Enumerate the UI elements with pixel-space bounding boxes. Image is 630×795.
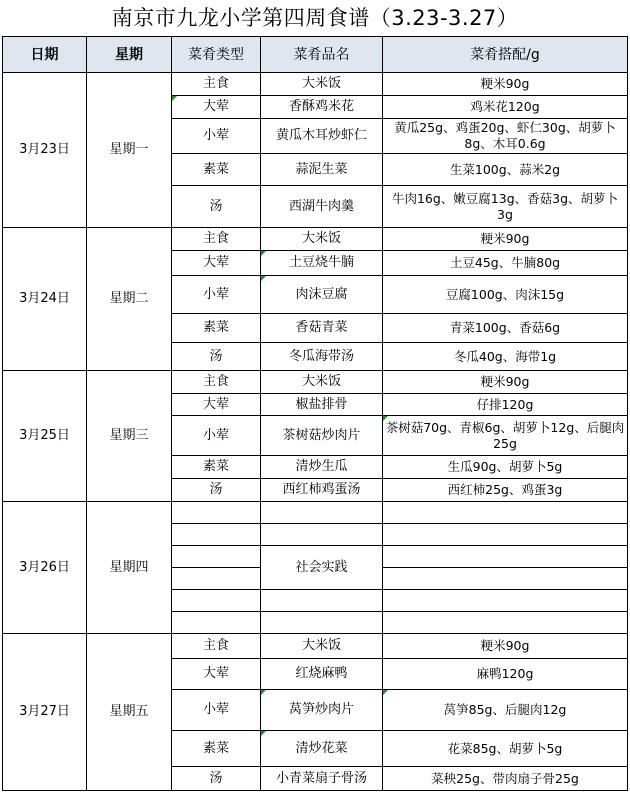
header-type: 菜肴类型 (172, 37, 261, 73)
empty-cell (172, 524, 261, 546)
empty-cell (172, 502, 261, 524)
dish-combo: 青菜100g、香菇6g (383, 314, 628, 343)
dish-combo: 粳米90g (383, 73, 628, 96)
dish-name: 土豆烧牛腩 (261, 251, 383, 276)
dish-combo: 菜秧25g、带肉扇子骨25g (383, 767, 628, 791)
activity-cell: 社会实践 (261, 546, 383, 590)
dish-name: 清炒生瓜 (261, 456, 383, 479)
dish-type: 汤 (172, 343, 261, 371)
dish-name: 大米饭 (261, 228, 383, 251)
dish-combo: 粳米90g (383, 634, 628, 659)
dish-name: 黄瓜木耳炒虾仁 (261, 119, 383, 154)
dish-type: 大荤 (172, 659, 261, 690)
dish-type: 大荤 (172, 394, 261, 416)
dish-name: 大米饭 (261, 634, 383, 659)
dish-combo: 粳米90g (383, 228, 628, 251)
dish-type: 素菜 (172, 154, 261, 186)
dish-type: 小荤 (172, 690, 261, 731)
table-row (3, 228, 628, 251)
dish-type: 素菜 (172, 314, 261, 343)
dish-combo: 黄瓜25g、鸡蛋20g、虾仁30g、胡萝卜8g、木耳0.6g (383, 119, 628, 154)
empty-cell (383, 524, 628, 546)
date-cell: 3月27日 (3, 634, 87, 791)
empty-cell (383, 590, 628, 612)
dish-combo: 冬瓜40g、海带1g (383, 343, 628, 371)
dish-name: 肉沫豆腐 (261, 276, 383, 314)
weekday-cell: 星期二 (87, 228, 172, 371)
dish-combo: 莴笋85g、后腿肉12g (383, 690, 628, 731)
dish-combo: 豆腐100g、肉沫15g (383, 276, 628, 314)
dish-name: 清炒花菜 (261, 731, 383, 767)
empty-cell (172, 546, 261, 568)
empty-cell (261, 524, 383, 546)
header-weekday: 星期 (87, 37, 172, 73)
dish-name: 香菇青菜 (261, 314, 383, 343)
dish-combo: 鸡米花120g (383, 96, 628, 119)
dish-combo: 粳米90g (383, 371, 628, 394)
header-date: 日期 (3, 37, 87, 73)
date-cell: 3月23日 (3, 73, 87, 228)
dish-combo: 生菜100g、蒜米2g (383, 154, 628, 186)
dish-type: 汤 (172, 186, 261, 228)
dish-combo: 仔排120g (383, 394, 628, 416)
dish-type: 小荤 (172, 119, 261, 154)
dish-type: 小荤 (172, 416, 261, 456)
dish-name: 西湖牛肉羹 (261, 186, 383, 228)
dish-name: 椒盐排骨 (261, 394, 383, 416)
empty-cell (261, 612, 383, 634)
weekday-cell: 星期五 (87, 634, 172, 791)
dish-name: 香酥鸡米花 (261, 96, 383, 119)
header-combo: 菜肴搭配/g (383, 37, 628, 73)
dish-name: 莴笋炒肉片 (261, 690, 383, 731)
dish-type: 主食 (172, 371, 261, 394)
dish-combo: 土豆45g、牛腩80g (383, 251, 628, 276)
dish-type: 小荤 (172, 276, 261, 314)
header-row (3, 37, 628, 73)
dish-combo: 花菜85g、胡萝卜5g (383, 731, 628, 767)
empty-cell (383, 568, 628, 590)
dish-type: 汤 (172, 479, 261, 502)
empty-cell (383, 546, 628, 568)
weekday-cell: 星期三 (87, 371, 172, 502)
date-cell: 3月26日 (3, 502, 87, 634)
dish-combo: 麻鸭120g (383, 659, 628, 690)
weekday-cell: 星期四 (87, 502, 172, 634)
table-row (3, 371, 628, 394)
table-row (3, 634, 628, 659)
empty-cell (172, 568, 261, 590)
dish-name: 大米饭 (261, 73, 383, 96)
dish-combo: 茶树菇70g、青椒6g、胡萝卜12g、后腿肉25g (383, 416, 628, 456)
table-row (3, 73, 628, 96)
empty-cell (383, 612, 628, 634)
dish-combo: 牛肉16g、嫩豆腐13g、香菇3g、胡萝卜3g (383, 186, 628, 228)
dish-name: 西红柿鸡蛋汤 (261, 479, 383, 502)
page-title: 南京市九龙小学第四周食谱（3.23-3.27） (111, 6, 519, 30)
empty-cell (172, 590, 261, 612)
dish-name: 冬瓜海带汤 (261, 343, 383, 371)
header-name: 菜肴品名 (261, 37, 383, 73)
date-cell: 3月25日 (3, 371, 87, 502)
dish-type: 主食 (172, 634, 261, 659)
dish-type: 主食 (172, 228, 261, 251)
empty-cell (261, 502, 383, 524)
dish-type: 素菜 (172, 456, 261, 479)
weekday-cell: 星期一 (87, 73, 172, 228)
dish-type: 大荤 (172, 251, 261, 276)
empty-cell (261, 590, 383, 612)
table-row (3, 502, 628, 524)
date-cell: 3月24日 (3, 228, 87, 371)
empty-cell (172, 612, 261, 634)
empty-cell (383, 502, 628, 524)
dish-combo: 生瓜90g、胡萝卜5g (383, 456, 628, 479)
dish-name: 蒜泥生菜 (261, 154, 383, 186)
dish-type: 主食 (172, 73, 261, 96)
dish-type: 汤 (172, 767, 261, 791)
dish-type: 素菜 (172, 731, 261, 767)
menu-table (2, 36, 628, 791)
dish-name: 红烧麻鸭 (261, 659, 383, 690)
dish-type: 大荤 (172, 96, 261, 119)
dish-name: 大米饭 (261, 371, 383, 394)
dish-name: 小青菜扇子骨汤 (261, 767, 383, 791)
dish-name: 茶树菇炒肉片 (261, 416, 383, 456)
dish-combo: 西红柿25g、鸡蛋3g (383, 479, 628, 502)
